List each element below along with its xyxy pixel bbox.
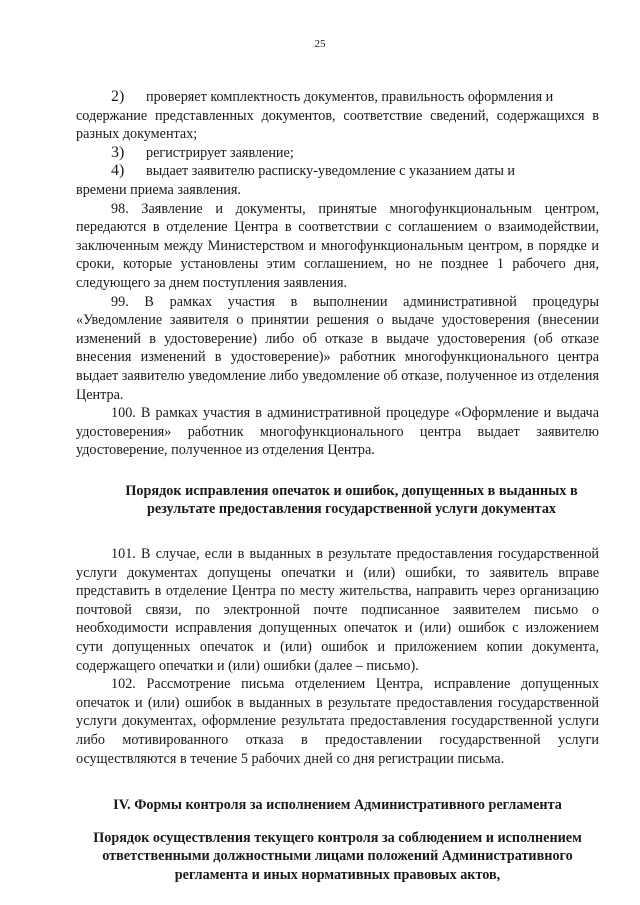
list-item-number: 4) (111, 162, 125, 180)
list-item-number: 3) (111, 143, 125, 161)
document-body (76, 88, 599, 885)
page-number: 25 (314, 38, 326, 50)
paragraph-98: 98. Заявление и документы, принятые многофункциональным центром, передаются в отделение Центра в соответствии с соглашением о взаимодействии, заключенным между Министерством и многофункциональным центром, в порядке и сроки, которые установлены этим соглашением, но не позднее 1 рабочего дня, следующего за днем поступления заявления. (76, 200, 599, 291)
list-item (76, 88, 599, 107)
list-item-text: проверяет комплектность документов, правильность оформления и (146, 89, 554, 105)
list-item-text: регистрирует заявление; (146, 144, 294, 161)
paragraph-99: 99. В рамках участия в выполнении административной процедуры «Уведомление заявителя о принятии решения о выдаче удостоверения (внесении изменений в удостоверение) либо об отказе в выдаче удостоверения (об отказе внесения изменений в удостоверение)» работник многофункционального центра выдает заявителю уведомление либо уведомление об отказе, полученное из отделения Центра. (76, 293, 599, 403)
list-item (76, 144, 599, 163)
paragraph-100: 100. В рамках участия в административной процедуре «Оформление и выдача удостоверения» работник многофункционального центра выдает заявителю удостоверение, полученное из отделения Центра. (76, 405, 599, 459)
list-item-number: 2) (111, 88, 125, 105)
chapter-heading: IV. Формы контроля за исполнением Административного регламента (113, 797, 562, 814)
section-heading: Порядок осуществления текущего контроля за соблюдением и исполнением ответственными должностными лицами положений Административного регламента и иных нормативных правовых актов, (93, 829, 582, 883)
list-item (76, 162, 599, 181)
paragraph-102: 102. Рассмотрение письма отделением Центра, исправление допущенных опечаток и (или) ошибок в выданных в результате предоставления государственной услуги документах, оформление результата предоставления государственной услуги либо мотивированного отказа в предоставлении государственной услуги осуществляются в течение 5 рабочих дней со дня регистрации письма. (76, 676, 599, 767)
section-heading: Порядок исправления опечаток и ошибок, допущенных в выданных в результате предоставления государственной услуги документах (125, 482, 578, 518)
list-item-continuation: содержание представленных документов, соответствие сведений, содержащихся в разных документах; (76, 107, 599, 143)
list-item-continuation: времени приема заявления. (76, 181, 241, 198)
paragraph-101: 101. В случае, если в выданных в результате предоставления государственной услуги документах допущены опечатки и (или) ошибки, то заявитель вправе представить в отделение Центра по месту жительства, направить через организацию почтовой связи, по электронной почте подписанное заявителем письмо о необходимости исправления допущенных опечаток и (или) ошибок с изложением сути допущенных опечаток и (или) ошибок и приложением копии документа, содержащего опечатки и (или) ошибки (далее – письмо). (76, 546, 599, 674)
list-item-text: выдает заявителю расписку-уведомление с указанием даты и (146, 163, 515, 180)
